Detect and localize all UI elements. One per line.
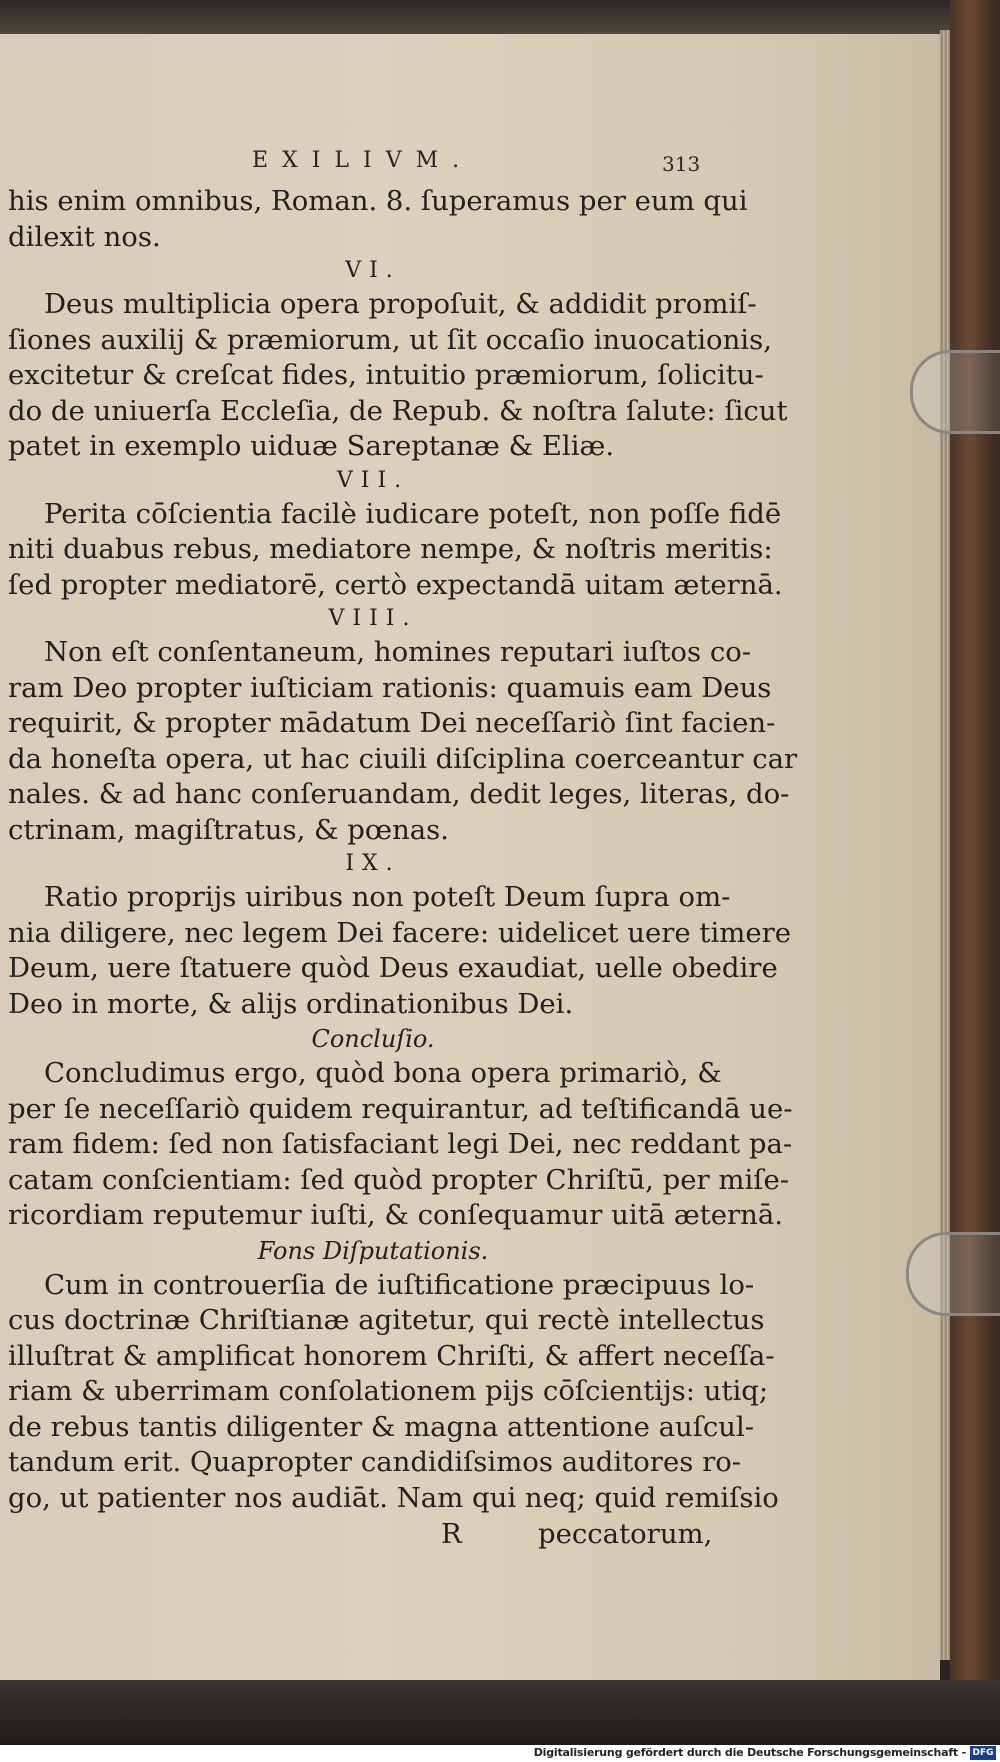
catchword: peccatorum, [538, 1518, 713, 1550]
text-line: ſed propter mediatorē, certò expectandā uitam æternā. [8, 568, 783, 601]
page-number: 313 [662, 152, 701, 176]
text-line: Deo in morte, & alijs ordinationibus Dei. [8, 987, 574, 1020]
text-line: dilexit nos. [8, 220, 161, 253]
text-line: patet in exemplo uiduæ Sareptanæ & Eliæ. [8, 430, 615, 462]
text-line: tandum erit. Quapropter candidiſsimos auditores ro- [8, 1446, 742, 1478]
text-line: do de uniuerſa Eccleſia, de Repub. & noſtra ſalute: ſicut [8, 394, 788, 427]
text-line: catam conſcientiam: ſed quòd propter Chriſtū, per miſe- [8, 1163, 790, 1196]
dfg-logo: DFG [970, 1746, 996, 1760]
text-line: Cum in controuerſia de iuſtificatione præcipuus lo- [44, 1268, 755, 1301]
text-line: ram fidem: ſed non ſatisfaciant legi Dei, nec reddant pa- [8, 1128, 793, 1160]
text-line: de rebus tantis diligenter & magna attentione auſcul- [8, 1410, 755, 1443]
text-line: Non eſt conſentaneum, homines reputari iuſtos co- [44, 636, 752, 668]
text-line: cus doctrinæ Chriſtianæ agitetur, qui rectè intellectus [8, 1304, 765, 1336]
text-line: nales. & ad hanc conſeruandam, dedit leges, literas, do- [8, 778, 790, 810]
text-line: ctrinam, magiſtratus, & pœnas. [8, 813, 450, 846]
section-number: VIII. [328, 606, 418, 631]
page-text [8, 148, 798, 1552]
text-line: requirit, & propter mādatum Dei neceſſariò ſint facien- [8, 707, 776, 739]
text-line: ricordiam reputemur iuſti, & conſequamur uitā æternā. [8, 1199, 783, 1231]
text-line: Ratio proprijs uiribus non poteſt Deum ſupra om- [44, 881, 731, 913]
text-line: per ſe neceſſariò quidem requirantur, ad teſtificandā ue- [8, 1092, 793, 1125]
text-line: excitetur & creſcat fides, intuitio præmiorum, ſolicitu- [8, 359, 764, 391]
page-foot-row [8, 1516, 713, 1552]
section-number: VI. [345, 258, 401, 283]
body-text [8, 184, 798, 1516]
section-heading: Concluſio. [311, 1025, 435, 1053]
page-clamp-bottom [906, 1232, 1000, 1316]
running-head: EXILIVM. [252, 148, 474, 173]
text-line: Concludimus ergo, quòd bona opera primariò, & [44, 1057, 722, 1089]
text-line: ſiones auxilij & præmiorum, ut ſit occaſio inuocationis, [8, 323, 772, 356]
text-line: his enim omnibus, Roman. 8. ſuperamus per eum qui [8, 185, 748, 217]
text-line: Perita cōſcientia facilè iudicare poteſt, non poſſe fidē [44, 497, 782, 530]
text-line: niti duabus rebus, mediatore nempe, & noſtris meritis: [8, 533, 773, 565]
book-bottom-shadow [0, 1680, 1000, 1745]
text-line: da honeſta opera, ut hac ciuili diſciplina coerceantur car [8, 742, 798, 775]
book-cover-edge [950, 0, 1000, 1700]
text-line: illuſtrat & amplificat honorem Chriſti, & affert neceſſa- [8, 1339, 775, 1372]
section-number: IX. [345, 851, 401, 876]
digitization-footer [0, 1745, 1000, 1762]
page-clamp-top [910, 350, 1000, 434]
text-line: Deum, uere ſtatuere quòd Deus exaudiat, uelle obedire [8, 952, 778, 984]
text-line: go, ut patienter nos audiāt. Nam qui neq; quid remiſsio [8, 1481, 779, 1514]
section-heading: Fons Diſputationis. [257, 1236, 489, 1265]
text-line: Deus multiplicia opera propoſuit, & addidit promiſ- [44, 288, 757, 320]
signature-mark: R [441, 1518, 462, 1550]
text-line: ram Deo propter iuſticiam rationis: quamuis eam Deus [8, 671, 772, 704]
dfg-credit-text: Digitalisierung gefördert durch die Deutsche Forschungsgemeinschaft - [533, 1746, 966, 1759]
text-line: nia diligere, nec legem Dei facere: uidelicet uere timere [8, 916, 792, 949]
page-header [8, 148, 701, 184]
text-line: riam & uberrimam conſolationem pijs cōſcientijs: utiq; [8, 1375, 769, 1407]
section-number: VII. [336, 467, 410, 493]
